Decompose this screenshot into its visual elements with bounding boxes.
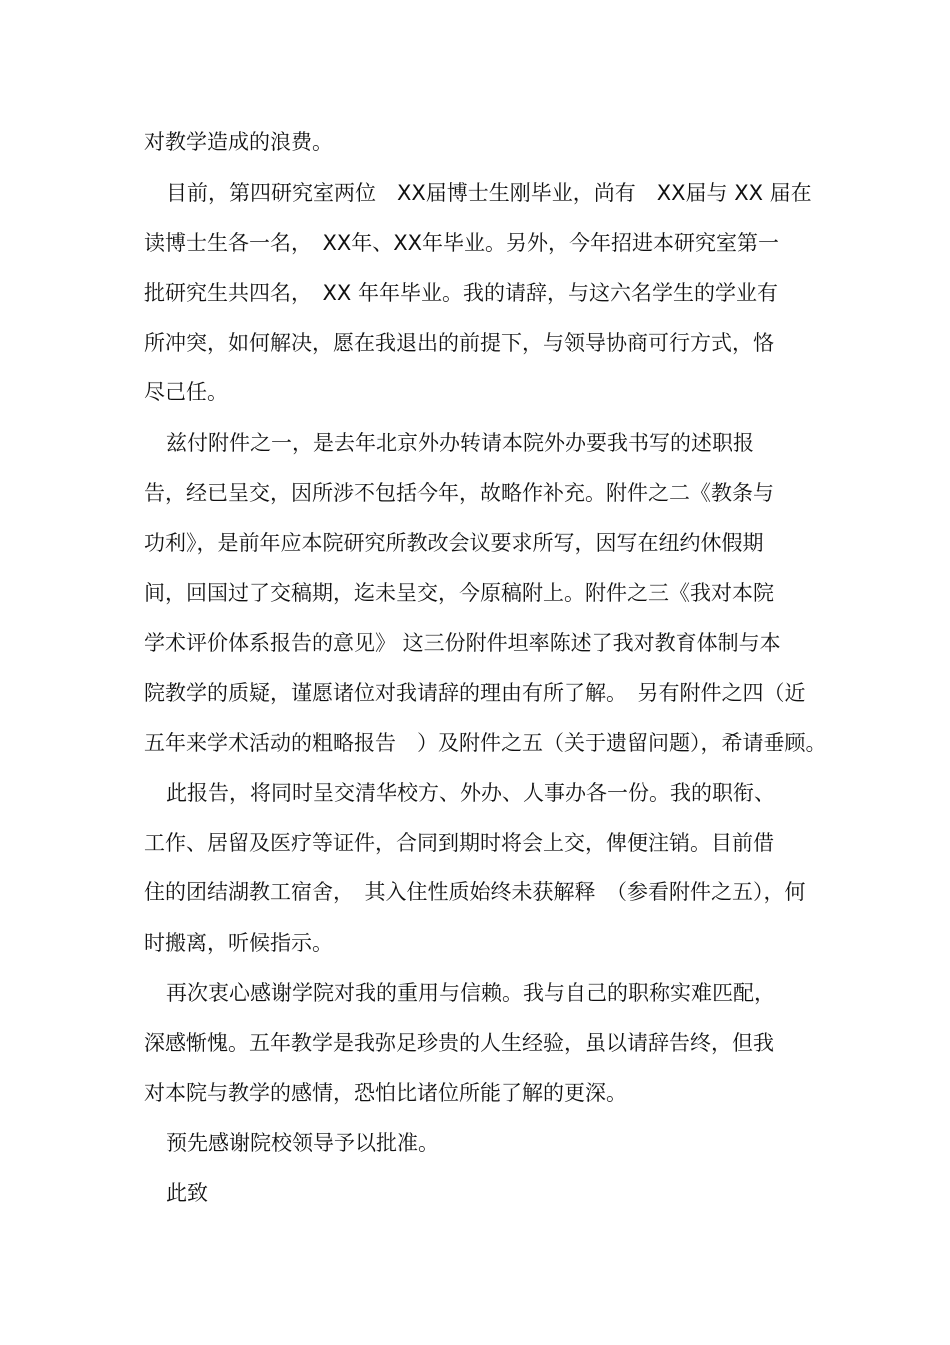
- text-line: 所冲突，如何解决，愿在我退出的前提下，与领导协商可行方式，恪: [144, 331, 774, 355]
- text-line: 时搬离，听候指示。: [144, 931, 333, 955]
- text-line: 读博士生各一名， XX年、XX年毕业。另外，今年招进本研究室第一: [144, 231, 780, 255]
- closing-salutation: 此致: [166, 1181, 208, 1205]
- text-line: 深感惭愧。五年教学是我弥足珍贵的人生经验，虽以请辞告终，但我: [144, 1031, 774, 1055]
- paragraph-first-line: 此报告，将同时呈交清华校方、外办、人事办各一份。我的职衔、: [166, 781, 775, 805]
- paragraph-first-line: 预先感谢院校领导予以批准。: [166, 1131, 439, 1155]
- paragraph-first-line: 目前，第四研究室两位 XX届博士生刚毕业，尚有 XX届与 XX 届在: [166, 181, 812, 205]
- text-line: 尽己任。: [144, 380, 228, 404]
- text-line: 间，回国过了交稿期，迄未呈交，今原稿附上。附件之三《我对本院: [144, 581, 774, 605]
- paragraph-first-line: 兹付附件之一，是去年北京外办转请本院外办要我书写的述职报: [166, 431, 754, 455]
- text-line: 批研究生共四名， XX 年年毕业。我的请辞，与这六名学生的学业有: [144, 281, 778, 305]
- text-line: 住的团结湖教工宿舍， 其入住性质始终未获解释 （参看附件之五），何: [144, 880, 806, 904]
- text-line: 对教学造成的浪费。: [144, 130, 333, 154]
- text-line: 学术评价体系报告的意见》 这三份附件坦率陈述了我对教育体制与本: [144, 631, 781, 655]
- paragraph-first-line: 再次衷心感谢学院对我的重用与信赖。我与自己的职称实难匹配，: [166, 981, 775, 1005]
- text-line: 告，经已呈交，因所涉不包括今年，故略作补充。附件之二《教条与: [144, 481, 774, 505]
- text-line: 五年来学术活动的粗略报告 ）及附件之五（关于遗留问题），希请垂顾。: [144, 731, 827, 755]
- text-line: 功利》，是前年应本院研究所教改会议要求所写，因写在纽约休假期: [144, 531, 764, 555]
- text-line: 工作、居留及医疗等证件，合同到期时将会上交，俾便注销。目前借: [144, 831, 774, 855]
- text-line: 对本院与教学的感情，恐怕比诸位所能了解的更深。: [144, 1081, 627, 1105]
- text-line: 院教学的质疑，谨愿诸位对我请辞的理由有所了解。 另有附件之四（近: [144, 681, 806, 705]
